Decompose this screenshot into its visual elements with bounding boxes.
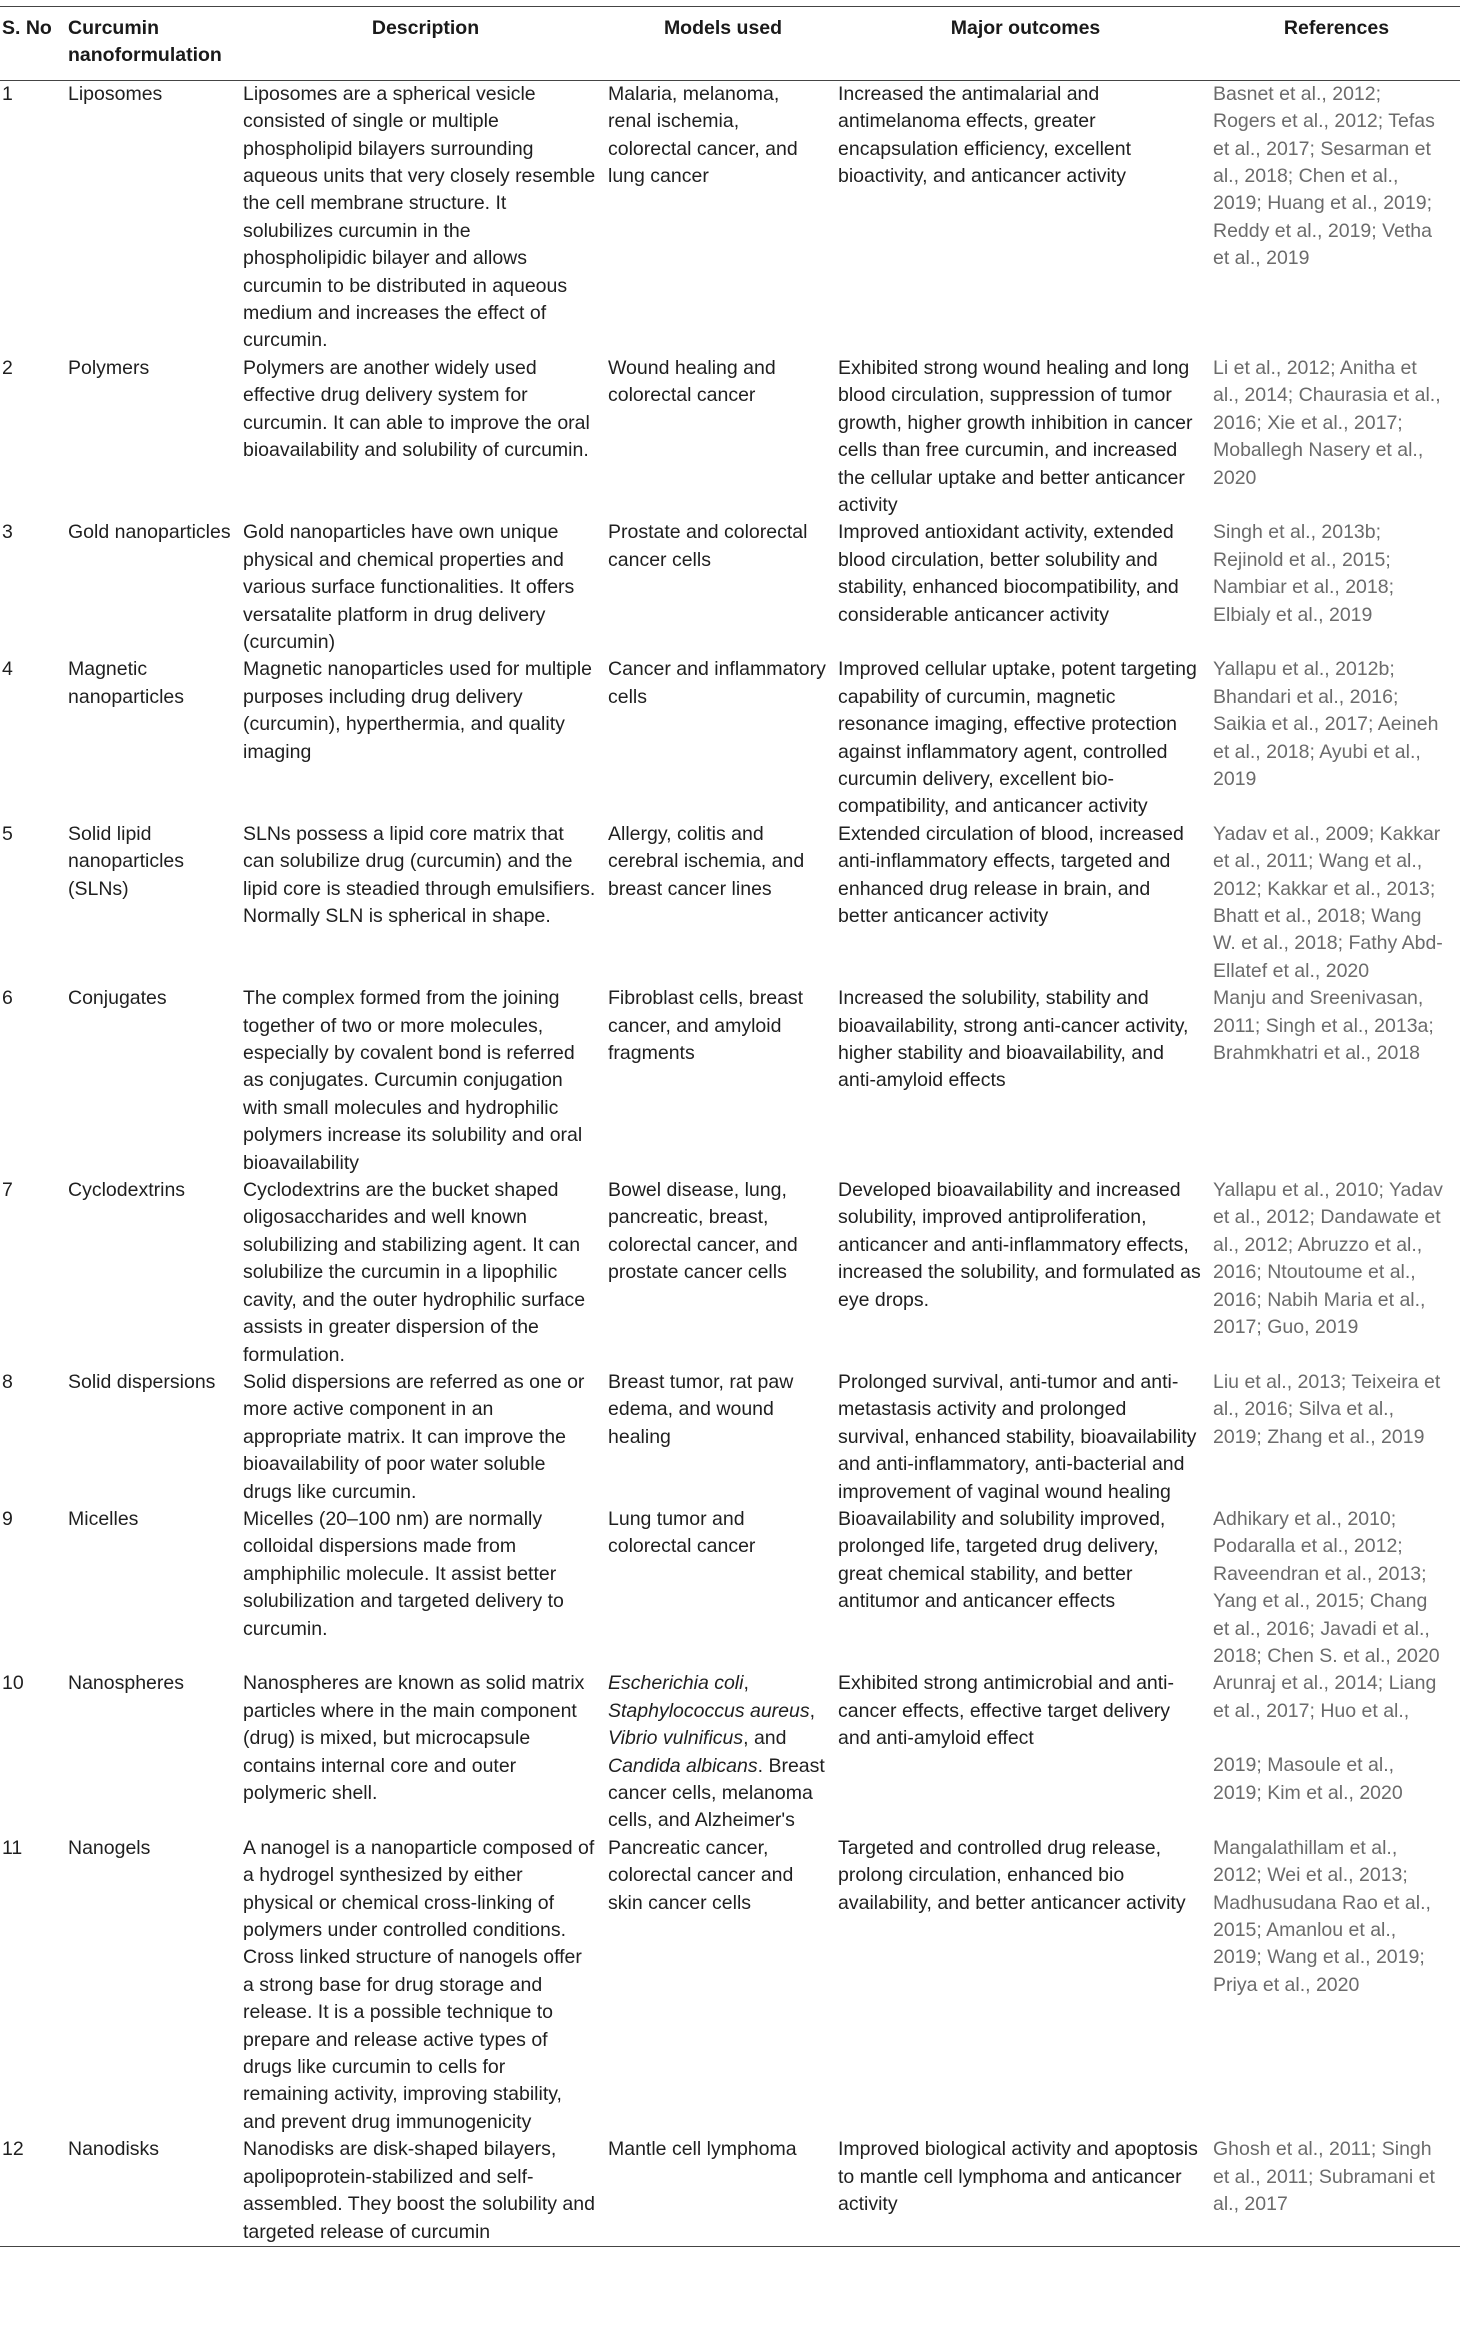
cell-sno: 2 [2,356,13,379]
cell-models: Prostate and colorectal cancer cells [608,521,808,571]
separator: . [757,1754,764,1777]
cell-models: Fibroblast cells, breast cancer, and amyloid fragments [608,987,804,1065]
table-row [0,1506,1460,1670]
cell-description: Nanospheres are known as solid matrix particles where in the main component (drug) is mixed, but microcapsule contains internal core and outer polymeric shell. [243,1672,585,1804]
cell-sno: 5 [2,822,13,845]
table-row [0,656,1460,820]
cell-description: Solid dispersions are referred as one or more active component in an appropriate matrix. It can improve the bioavailability of poor water soluble drugs like curcumin. [243,1370,585,1503]
cell-references: Adhikary et al., 2010; Podaralla et al., 2012; Raveendran et al., 2013; Yang et al., 2015; Chang et al., 2016; Javadi et al., 2018; Chen S. et al., 2020 [1213,1507,1440,1667]
cell-outcomes: Bioavailability and solubility improved, prolonged life, targeted drug delivery, great chemical stability, and better antitumor and anticancer effects [838,1507,1166,1613]
cell-references: Yadav et al., 2009; Kakkar et al., 2011; Wang et al., 2012; Kakkar et al., 2013; Bhatt et al., 2018; Wang W. et al., 2018; Fathy Abd-Ellatef et al., 2020 [1213,822,1443,982]
cell-description: A nanogel is a nanoparticle composed of a hydrogel synthesized by either physical or chemical cross-linking of polymers under controlled conditions. Cross linked structure of nanogels offer a strong base for drug storage and release. It is a possible technique to prepare and release active types of drugs like curcumin to cells for remaining activity, improving stability, and prevent drug immunogenicity [243,1836,595,2133]
table-row [0,80,1460,355]
cell-description: The complex formed from the joining together of two or more molecules, especially by covalent bond is referred as conjugates. Curcumin conjugation with small molecules and hydrophilic polymers increase its solubility and oral bioavailability [243,987,583,1174]
cell-references: Liu et al., 2013; Teixeira et al., 2016; Silva et al., 2019; Zhang et al., 2019 [1213,1370,1441,1448]
header-sno: S. No [2,17,52,39]
table-body [0,80,1460,2246]
cell-models: Breast tumor, rat paw edema, and wound healing [608,1370,794,1448]
cell-sno: 4 [2,658,13,681]
header-row [0,7,1460,81]
cell-references: Li et al., 2012; Anitha et al., 2014; Chaurasia et al., 2016; Xie et al., 2017; Moballegh Nasery et al., 2020 [1213,356,1441,489]
cell-outcomes: Increased the antimalarial and antimelanoma effects, greater encapsulation efficiency, excellent bioactivity, and anticancer activity [838,82,1132,188]
cell-models: Lung tumor and colorectal cancer [608,1507,756,1558]
cell-outcomes: Exhibited strong antimicrobial and anti-cancer effects, effective target delivery and anti-amyloid effect [838,1672,1175,1750]
cell-formulation: Gold nanoparticles [68,521,231,544]
table-row [0,1369,1460,1506]
cell-formulation: Nanodisks [68,2138,160,2161]
cell-references: Basnet et al., 2012; Rogers et al., 2012; Tefas et al., 2017; Sesarman et al., 2018; Chen et al., 2019; Huang et al., 2019; Reddy et al., 2019; Vetha et al., 2019 [1213,82,1435,270]
cell-sno: 8 [2,1370,13,1393]
cell-sno: 6 [2,987,13,1010]
table-row [0,355,1460,519]
separator: , [809,1699,816,1722]
cell-formulation: Conjugates [68,987,167,1010]
cell-outcomes: Prolonged survival, anti-tumor and anti-metastasis activity and prolonged survival, enhanced stability, bioavailability and anti-inflammatory, anti-bacterial and improvement of vaginal wound healing [838,1370,1197,1503]
cell-models: Cancer and inflammatory cells [608,658,826,708]
organism-name: Candida albicans [608,1754,758,1777]
cell-models: Malaria, melanoma, renal ischemia, colorectal cancer, and lung cancer [608,82,798,188]
cell-outcomes: Improved antioxidant activity, extended blood circulation, better solubility and stability, enhanced biocompatibility, and considerable anticancer activity [838,521,1179,626]
cell-outcomes: Exhibited strong wound healing and long blood circulation, suppression of tumor growth, higher growth inhibition in cancer cells than free curcumin, and increased the cellular uptake and better anticancer activity [838,356,1193,516]
cell-sno: 7 [2,1179,13,1202]
cell-formulation: Nanogels [68,1836,151,1859]
cell-models: Mantle cell lymphoma [608,2138,797,2161]
cell-references: Yallapu et al., 2012b; Bhandari et al., 2016; Saikia et al., 2017; Aeineh et al., 2018; Ayubi et al., 2019 [1213,658,1439,790]
cell-sno: 1 [2,82,13,105]
cell-formulation: Solid dispersions [68,1370,216,1393]
cell-formulation: Liposomes [68,82,163,105]
cell-sno: 12 [2,2138,24,2161]
cell-models: Bowel disease, lung, pancreatic, breast, colorectal cancer, and prostate cancer cells [608,1179,798,1284]
cell-description: Polymers are another widely used effective drug delivery system for curcumin. It can able to improve the oral bioavailability and solubility of curcumin. [243,356,590,462]
cell-models: Wound healing and colorectal cancer [608,356,776,407]
cell-description: Micelles (20–100 nm) are normally colloidal dispersions made from amphiphilic molecule. It assist better solubilization and targeted delivery to curcumin. [243,1507,564,1640]
cell-formulation: Nanospheres [68,1672,184,1695]
cell-references: Singh et al., 2013b; Rejinold et al., 2015; Nambiar et al., 2018; Elbialy et al., 2019 [1213,521,1395,626]
cell-outcomes: Developed bioavailability and increased solubility, improved antiproliferation, anticancer and anti-inflammatory effects, increased the solubility, and formulated as eye drops. [838,1179,1201,1311]
cell-description: Gold nanoparticles have own unique physical and chemical properties and various surface functionalities. It offers versatalite platform in drug delivery (curcumin) [243,521,575,653]
table-row [0,985,1460,1177]
table-row [0,1670,1460,1834]
cell-outcomes: Increased the solubility, stability and bioavailability, strong anti-cancer activity, higher stability and bioavailability, and anti-amyloid effects [838,987,1189,1092]
cell-formulation: Polymers [68,356,150,379]
cell-sno: 9 [2,1507,13,1530]
cell-models: Pancreatic cancer, colorectal cancer and skin cancer cells [608,1836,794,1914]
cell-formulation: Solid lipid nanoparticles (SLNs) [68,822,184,900]
cell-sno: 10 [2,1672,24,1695]
cell-references: Mangalathillam et al., 2012; Wei et al., 2013; Madhusudana Rao et al., 2015; Amanlou et al., 2019; Wang et al., 2019; Priya et al., 2020 [1213,1836,1431,1996]
cell-outcomes: Improved cellular uptake, potent targeting capability of curcumin, magnetic resonance imaging, effective protection against inflammatory agent, controlled curcumin delivery, excellent bio-compatibility, and anticancer activity [838,658,1197,818]
cell-outcomes: Targeted and controlled drug release, prolong circulation, enhanced bio availability, and better anticancer activity [838,1836,1186,1914]
cell-outcomes: Extended circulation of blood, increased anti-inflammatory effects, targeted and enhanced drug release in brain, and better anticancer activity [838,822,1184,927]
table-row [0,821,1460,985]
separator: , and [743,1727,787,1750]
cell-formulation: Micelles [68,1507,139,1530]
header-formulation: Curcumin nanoformulation [68,17,222,67]
header-references: References [1283,17,1390,39]
table-row [0,519,1460,656]
header-description: Description [371,17,480,39]
cell-outcomes: Improved biological activity and apoptosis to mantle cell lymphoma and anticancer activity [838,2138,1198,2216]
cell-references: Yallapu et al., 2010; Yadav et al., 2012; Dandawate et al., 2012; Abruzzo et al., 2016; Ntoutoume et al., 2016; Nabih Maria et al., 2017; Guo, 2019 [1213,1179,1443,1339]
cell-description: Liposomes are a spherical vesicle consisted of single or multiple phospholipid bilayers surrounding aqueous units that very closely resemble the cell membrane structure. It solubilizes curcumin in the phospholipidic bilayer and allows curcumin to be distributed in aqueous medium and increases the effect of curcumin. [243,82,596,352]
header-outcomes: Major outcomes [950,17,1101,39]
table-header [0,7,1460,81]
references-part-b: 2019; Masoule et al., 2019; Kim et al., 2020 [1213,1754,1403,1804]
cell-references: Ghosh et al., 2011; Singh et al., 2011; Subramani et al., 2017 [1213,2138,1435,2216]
cell-models: Allergy, colitis and cerebral ischemia, and breast cancer lines [608,822,805,900]
cell-sno: 11 [2,1836,23,1859]
organism-name: Escherichia coli [608,1672,744,1695]
table-row [0,2136,1460,2246]
cell-formulation: Magnetic nanoparticles [68,658,184,708]
separator: , [743,1672,749,1695]
organism-name: Staphylococcus aureus [608,1699,810,1722]
table-row [0,1835,1460,2136]
cell-description: SLNs possess a lipid core matrix that can solubilize drug (curcumin) and the lipid core is steadied through emulsifiers. Normally SLN is spherical in shape. [243,822,596,927]
organism-name: Vibrio vulnificus [608,1727,744,1750]
models-tail: Breast cancer cells, melanoma cells, and Alzheimer's [608,1754,825,1832]
cell-formulation: Cyclodextrins [68,1179,186,1202]
references-part-a: Arunraj et al., 2014; Liang et al., 2017; Huo et al., [1213,1672,1437,1722]
cell-models [608,1670,838,1834]
cell-description: Nanodisks are disk-shaped bilayers, apolipoprotein-stabilized and self-assembled. They boost the solubility and targeted release of curcumin [243,2138,595,2243]
cell-sno: 3 [2,521,13,544]
cell-references: Manju and Sreenivasan, 2011; Singh et al., 2013a; Brahmkhatri et al., 2018 [1213,987,1434,1065]
cell-description: Cyclodextrins are the bucket shaped oligosaccharides and well known solubilizing and stabilizing agent. It can solubilize the curcumin in a lipophilic cavity, and the outer hydrophilic surface assists in greater dispersion of the formulation. [243,1179,586,1366]
header-models: Models used [663,17,783,39]
table-row [0,1177,1460,1369]
curcumin-nanoformulation-table [0,6,1460,2247]
cell-references [1213,1670,1460,1834]
cell-description: Magnetic nanoparticles used for multiple purposes including drug delivery (curcumin), hyperthermia, and quality imaging [243,658,593,763]
